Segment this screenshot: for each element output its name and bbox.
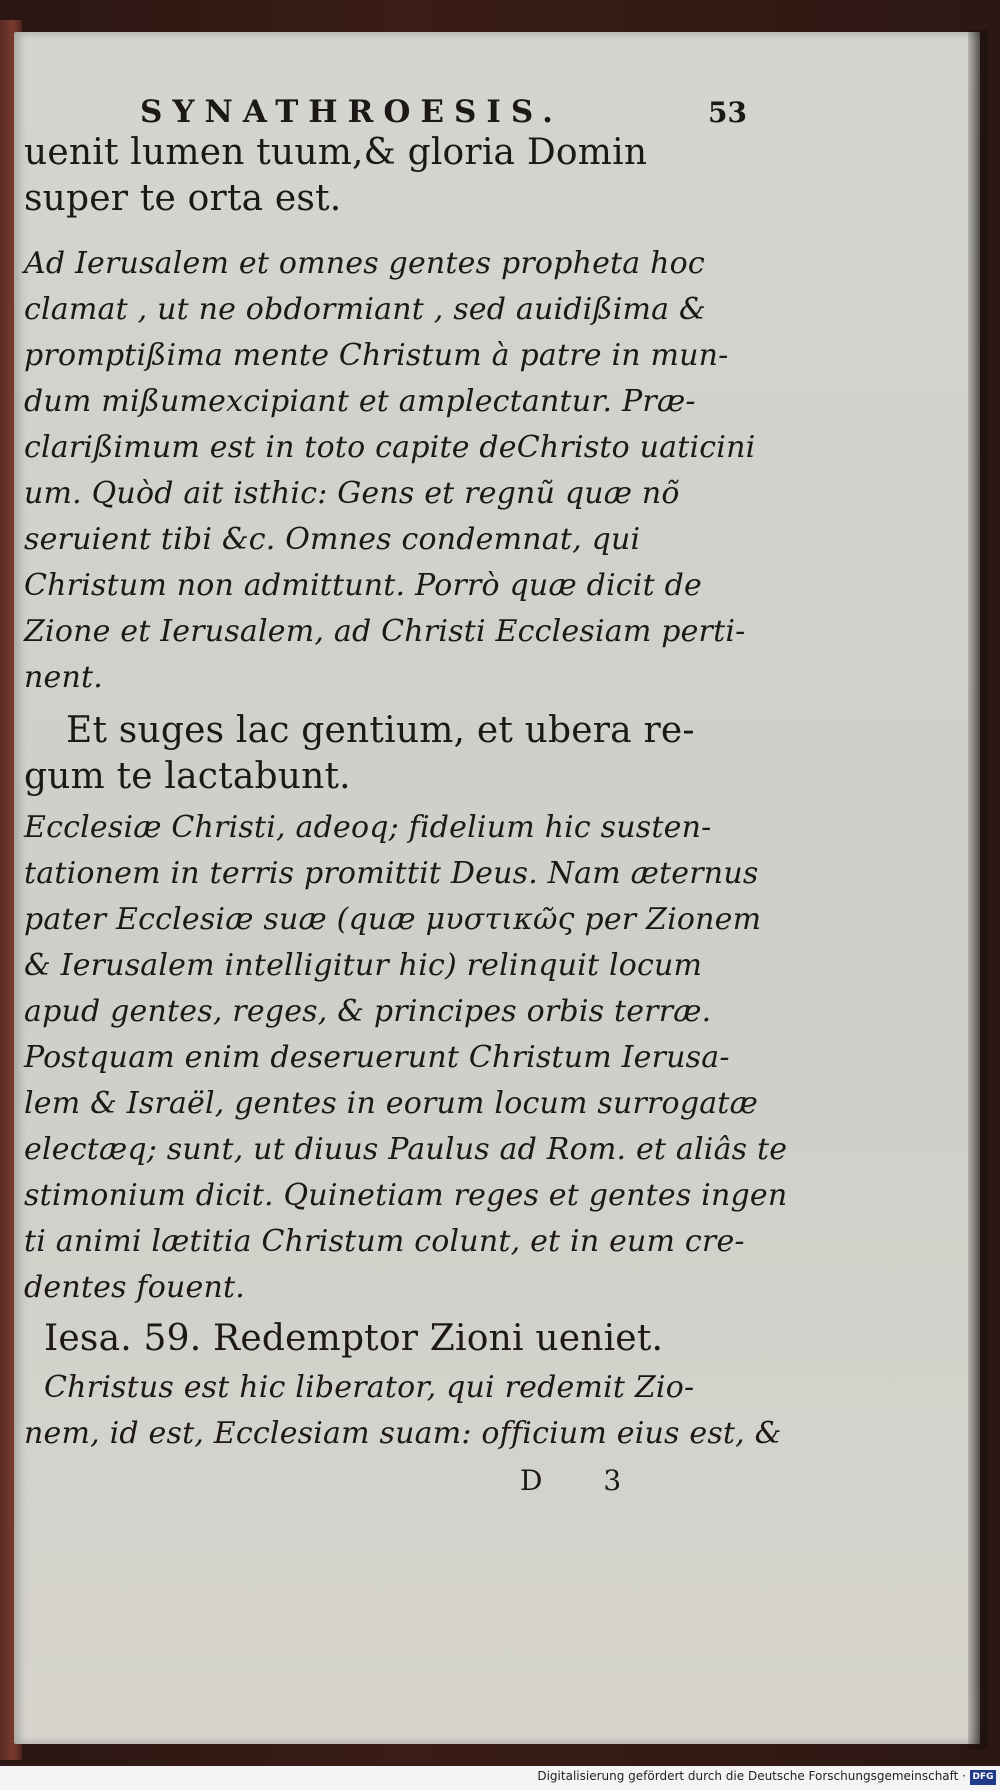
text-line: um. Quòd ait isthic: Gens et regnũ quæ nõ [24,476,680,511]
text-line: dum mißumexcipiant et amplectantur. Præ- [24,384,696,419]
text-line: electæq; sunt, ut diuus Paulus ad Rom. et aliâs te [24,1132,788,1167]
page-edge-shadow [968,30,988,1750]
text-line: seruient tibi &c. Omnes condemnat, qui [24,522,641,557]
text-line: Iesa. 59. Redemptor Zioni ueniet. [44,1318,664,1359]
text-line: clamat , ut ne obdormiant , sed auidißima & [24,292,706,327]
text-line: nent. [24,660,103,695]
running-title: SYNATHROESIS. [140,94,563,130]
text-line: tationem in terris promittit Deus. Nam æternus [24,856,759,891]
text-line: Christum non admittunt. Porrò quæ dicit de [24,568,702,603]
text-line: lem & Israël, gentes in eorum locum surrogatæ [24,1086,758,1121]
text-line: nem, id est, Ecclesiam suam: officium eius est, & [24,1416,782,1451]
text-line: super te orta est. [24,178,342,219]
text-line: apud gentes, reges, & principes orbis terræ. [24,994,712,1029]
text-line: Zione et Ierusalem, ad Christi Ecclesiam perti- [24,614,746,649]
footer-credit: Digitalisierung gefördert durch die Deutsche Forschungsgemeinschaft · [537,1769,966,1783]
text-line: promptißima mente Christum à patre in mun- [24,338,729,373]
text-line: clarißimum est in toto capite deChristo uaticini [24,430,756,465]
digitization-footer [0,1766,1000,1790]
text-line: ti animi lætitia Christum colunt, et in eum cre- [24,1224,745,1259]
text-line: stimonium dicit. Quinetiam reges et gentes ingen [24,1178,788,1213]
text-line: dentes fouent. [24,1270,245,1305]
text-line: gum te lactabunt. [24,756,351,797]
text-line: uenit lumen tuum,& gloria Domin [24,132,648,173]
text-line: Ecclesiæ Christi, adeoq; fidelium hic susten- [24,810,712,845]
text-line: Ad Ierusalem et omnes gentes propheta hoc [24,246,705,281]
signature-mark: D 3 [520,1464,648,1497]
text-line: pater Ecclesiæ suæ (quæ μυστικῶς per Zionem [24,902,762,937]
dfg-logo-icon: DFG [970,1770,996,1785]
page-number: 53 [708,96,747,129]
text-line: Et suges lac gentium, et ubera re- [66,710,695,751]
text-line: Christus est hic liberator, qui redemit Zio- [44,1370,695,1405]
text-line: & Ierusalem intelligitur hic) relinquit locum [24,948,703,983]
text-line: Postquam enim deseruerunt Christum Ierusa- [24,1040,730,1075]
